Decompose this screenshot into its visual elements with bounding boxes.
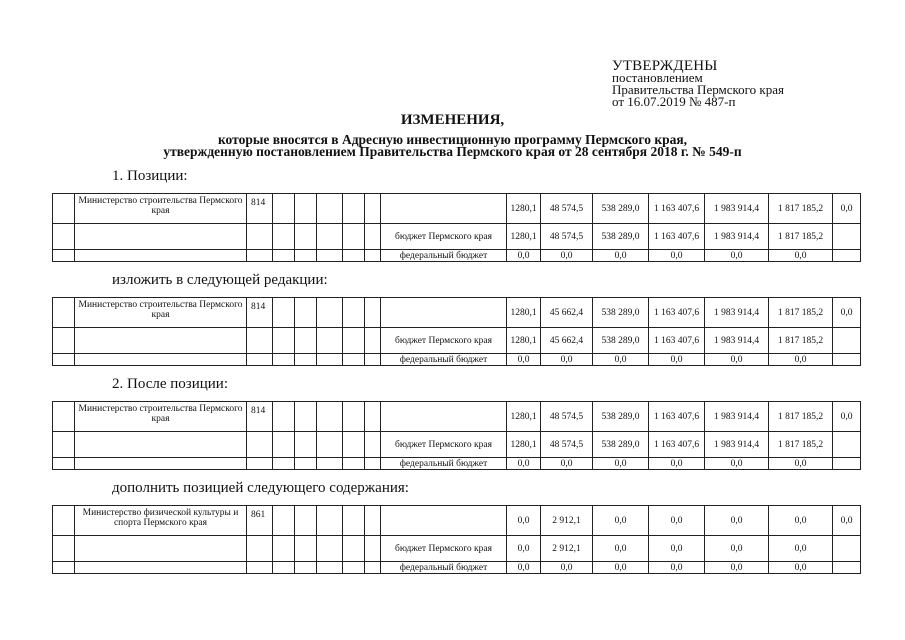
blank-cell	[75, 536, 247, 562]
value-cell: 1 983 914,4	[705, 432, 769, 458]
funding-source-cell	[381, 298, 507, 328]
value-cell: 0,0	[649, 506, 705, 536]
value-cell: 0,0	[769, 250, 833, 262]
blank-cell	[343, 328, 365, 354]
value-cell: 0,0	[507, 250, 541, 262]
blank-cell	[273, 536, 295, 562]
blank-cell	[343, 224, 365, 250]
blank-cell	[317, 432, 343, 458]
blank-cell	[343, 402, 365, 432]
ministry-code-cell: 814	[247, 194, 273, 224]
value-cell: 0,0	[769, 536, 833, 562]
value-cell: 1 983 914,4	[705, 328, 769, 354]
table-row	[53, 562, 861, 574]
value-cell: 0,0	[593, 562, 649, 574]
blank-cell	[343, 506, 365, 536]
funding-source-cell: бюджет Пермского края	[381, 224, 507, 250]
blank-cell	[273, 402, 295, 432]
blank-cell	[53, 328, 75, 354]
blank-cell	[53, 458, 75, 470]
value-cell: 538 289,0	[593, 224, 649, 250]
section-2-add-label: дополнить позицией следующего содержания:	[112, 480, 409, 496]
approved-line-2: Правительства Пермского края	[612, 82, 784, 97]
table-row	[53, 432, 861, 458]
table-row	[53, 224, 861, 250]
value-cell: 48 574,5	[541, 432, 593, 458]
value-cell: 0,0	[541, 250, 593, 262]
value-cell: 1 163 407,6	[649, 224, 705, 250]
blank-cell	[295, 506, 317, 536]
table-row	[53, 506, 861, 536]
blank-cell	[273, 298, 295, 328]
ministry-name-cell: Министерство строительства Пермского края	[75, 402, 247, 432]
value-cell: 1 817 185,2	[769, 298, 833, 328]
value-cell: 0,0	[593, 250, 649, 262]
value-cell: 0,0	[649, 354, 705, 366]
blank-cell	[247, 224, 273, 250]
value-cell: 1 983 914,4	[705, 194, 769, 224]
blank-cell	[343, 250, 365, 262]
blank-cell	[343, 194, 365, 224]
approved-line-3: от 16.07.2019 № 487-п	[612, 94, 736, 109]
table-row	[53, 536, 861, 562]
value-cell: 0,0	[593, 458, 649, 470]
value-cell	[833, 328, 861, 354]
value-cell: 48 574,5	[541, 224, 593, 250]
blank-cell	[273, 354, 295, 366]
blank-cell	[273, 250, 295, 262]
value-cell: 48 574,5	[541, 402, 593, 432]
value-cell: 0,0	[541, 458, 593, 470]
blank-cell	[365, 328, 381, 354]
value-cell: 0,0	[649, 536, 705, 562]
table-row	[53, 250, 861, 262]
position-table	[52, 297, 861, 366]
funding-source-cell: федеральный бюджет	[381, 458, 507, 470]
blank-cell	[317, 402, 343, 432]
value-cell: 0,0	[507, 506, 541, 536]
blank-cell	[343, 458, 365, 470]
value-cell: 0,0	[769, 354, 833, 366]
approval-stamp	[612, 60, 784, 108]
blank-cell	[317, 250, 343, 262]
blank-cell	[273, 224, 295, 250]
blank-cell	[53, 432, 75, 458]
funding-source-cell	[381, 402, 507, 432]
value-cell: 1 983 914,4	[705, 402, 769, 432]
value-cell: 0,0	[593, 354, 649, 366]
value-cell: 0,0	[705, 458, 769, 470]
blank-cell	[247, 432, 273, 458]
funding-source-cell: федеральный бюджет	[381, 354, 507, 366]
blank-cell	[247, 536, 273, 562]
ministry-code-cell: 814	[247, 402, 273, 432]
blank-cell	[295, 402, 317, 432]
blank-cell	[317, 458, 343, 470]
blank-cell	[365, 506, 381, 536]
value-cell: 1 163 407,6	[649, 402, 705, 432]
value-cell: 1280,1	[507, 402, 541, 432]
section-1-label: 1. Позиции:	[112, 168, 188, 184]
subtitle-line-2: утвержденную постановлением Правительства Пермского края от 28 сентября 2018 г. № 549-п	[163, 144, 742, 159]
blank-cell	[365, 432, 381, 458]
blank-cell	[295, 194, 317, 224]
blank-cell	[247, 458, 273, 470]
value-cell: 1280,1	[507, 194, 541, 224]
value-cell: 1 817 185,2	[769, 432, 833, 458]
value-cell: 0,0	[507, 562, 541, 574]
funding-source-cell: федеральный бюджет	[381, 562, 507, 574]
value-cell: 1280,1	[507, 328, 541, 354]
blank-cell	[53, 354, 75, 366]
blank-cell	[295, 224, 317, 250]
blank-cell	[365, 298, 381, 328]
blank-cell	[343, 562, 365, 574]
value-cell: 0,0	[705, 506, 769, 536]
value-cell: 1 163 407,6	[649, 328, 705, 354]
value-cell: 0,0	[833, 402, 861, 432]
blank-cell	[53, 224, 75, 250]
blank-cell	[295, 250, 317, 262]
value-cell: 0,0	[593, 536, 649, 562]
blank-cell	[317, 328, 343, 354]
blank-cell	[247, 250, 273, 262]
table-row	[53, 402, 861, 432]
value-cell: 1 983 914,4	[705, 298, 769, 328]
value-cell: 0,0	[507, 536, 541, 562]
blank-cell	[75, 354, 247, 366]
blank-cell	[273, 328, 295, 354]
blank-cell	[75, 458, 247, 470]
blank-cell	[273, 506, 295, 536]
value-cell	[833, 458, 861, 470]
funding-source-cell	[381, 194, 507, 224]
blank-cell	[365, 458, 381, 470]
position-table	[52, 505, 861, 574]
value-cell: 0,0	[541, 562, 593, 574]
ministry-code-cell: 814	[247, 298, 273, 328]
value-cell: 1 163 407,6	[649, 298, 705, 328]
blank-cell	[317, 194, 343, 224]
blank-cell	[317, 562, 343, 574]
approved-line-1: постановлением	[612, 70, 703, 85]
blank-cell	[273, 562, 295, 574]
document-subtitle	[0, 134, 905, 158]
value-cell: 0,0	[769, 458, 833, 470]
blank-cell	[295, 562, 317, 574]
subtitle-line-1: которые вносятся в Адресную инвестиционную программу Пермского края,	[217, 132, 688, 147]
blank-cell	[53, 194, 75, 224]
blank-cell	[75, 224, 247, 250]
blank-cell	[295, 536, 317, 562]
value-cell: 538 289,0	[593, 194, 649, 224]
value-cell: 0,0	[833, 506, 861, 536]
table-row	[53, 194, 861, 224]
value-cell: 2 912,1	[541, 506, 593, 536]
value-cell: 0,0	[833, 194, 861, 224]
value-cell: 45 662,4	[541, 328, 593, 354]
blank-cell	[247, 328, 273, 354]
blank-cell	[365, 250, 381, 262]
blank-cell	[53, 536, 75, 562]
blank-cell	[365, 402, 381, 432]
value-cell	[833, 354, 861, 366]
section-2-label: 2. После позиции:	[112, 376, 228, 392]
ministry-name-cell: Министерство строительства Пермского края	[75, 298, 247, 328]
blank-cell	[75, 328, 247, 354]
blank-cell	[247, 354, 273, 366]
value-cell: 538 289,0	[593, 298, 649, 328]
ministry-name-cell: Министерство строительства Пермского края	[75, 194, 247, 224]
value-cell: 0,0	[705, 354, 769, 366]
ministry-name-cell: Министерство физической культуры и спорта Пермского края	[75, 506, 247, 536]
value-cell: 538 289,0	[593, 432, 649, 458]
value-cell: 0,0	[705, 562, 769, 574]
value-cell: 0,0	[705, 536, 769, 562]
document-title: ИЗМЕНЕНИЯ,	[400, 112, 505, 128]
blank-cell	[317, 536, 343, 562]
section-1-new-label: изложить в следующей редакции:	[112, 272, 328, 288]
value-cell: 0,0	[833, 298, 861, 328]
blank-cell	[343, 298, 365, 328]
value-cell	[833, 562, 861, 574]
blank-cell	[75, 562, 247, 574]
blank-cell	[53, 506, 75, 536]
value-cell: 1 817 185,2	[769, 402, 833, 432]
position-table	[52, 401, 861, 470]
blank-cell	[273, 194, 295, 224]
value-cell: 48 574,5	[541, 194, 593, 224]
value-cell: 1 817 185,2	[769, 328, 833, 354]
blank-cell	[53, 562, 75, 574]
funding-source-cell: бюджет Пермского края	[381, 328, 507, 354]
value-cell: 0,0	[769, 562, 833, 574]
blank-cell	[75, 432, 247, 458]
blank-cell	[365, 224, 381, 250]
blank-cell	[247, 562, 273, 574]
value-cell: 1 983 914,4	[705, 224, 769, 250]
value-cell: 1 817 185,2	[769, 224, 833, 250]
value-cell: 0,0	[649, 562, 705, 574]
blank-cell	[273, 432, 295, 458]
funding-source-cell: бюджет Пермского края	[381, 536, 507, 562]
table-row	[53, 298, 861, 328]
value-cell: 1 817 185,2	[769, 194, 833, 224]
table-row	[53, 328, 861, 354]
approved-heading: УТВЕРЖДЕНЫ	[612, 58, 718, 74]
value-cell	[833, 432, 861, 458]
value-cell: 0,0	[649, 458, 705, 470]
blank-cell	[295, 354, 317, 366]
value-cell: 1280,1	[507, 298, 541, 328]
blank-cell	[317, 224, 343, 250]
value-cell: 1 163 407,6	[649, 194, 705, 224]
blank-cell	[343, 354, 365, 366]
funding-source-cell: федеральный бюджет	[381, 250, 507, 262]
value-cell: 2 912,1	[541, 536, 593, 562]
ministry-code-cell: 861	[247, 506, 273, 536]
value-cell: 0,0	[649, 250, 705, 262]
value-cell: 0,0	[769, 506, 833, 536]
blank-cell	[53, 298, 75, 328]
value-cell: 538 289,0	[593, 328, 649, 354]
blank-cell	[365, 354, 381, 366]
funding-source-cell	[381, 506, 507, 536]
value-cell: 1280,1	[507, 432, 541, 458]
blank-cell	[343, 536, 365, 562]
blank-cell	[365, 194, 381, 224]
blank-cell	[295, 432, 317, 458]
value-cell: 45 662,4	[541, 298, 593, 328]
blank-cell	[53, 250, 75, 262]
position-table	[52, 193, 861, 262]
value-cell: 1 163 407,6	[649, 432, 705, 458]
blank-cell	[295, 458, 317, 470]
blank-cell	[365, 536, 381, 562]
blank-cell	[343, 432, 365, 458]
blank-cell	[317, 506, 343, 536]
blank-cell	[317, 354, 343, 366]
value-cell	[833, 250, 861, 262]
value-cell: 538 289,0	[593, 402, 649, 432]
blank-cell	[295, 328, 317, 354]
blank-cell	[295, 298, 317, 328]
value-cell: 0,0	[541, 354, 593, 366]
value-cell: 1280,1	[507, 224, 541, 250]
value-cell: 0,0	[593, 506, 649, 536]
table-row	[53, 354, 861, 366]
value-cell: 0,0	[507, 458, 541, 470]
blank-cell	[365, 562, 381, 574]
funding-source-cell: бюджет Пермского края	[381, 432, 507, 458]
value-cell	[833, 224, 861, 250]
value-cell: 0,0	[705, 250, 769, 262]
blank-cell	[75, 250, 247, 262]
value-cell	[833, 536, 861, 562]
value-cell: 0,0	[507, 354, 541, 366]
blank-cell	[273, 458, 295, 470]
table-row	[53, 458, 861, 470]
blank-cell	[317, 298, 343, 328]
blank-cell	[53, 402, 75, 432]
